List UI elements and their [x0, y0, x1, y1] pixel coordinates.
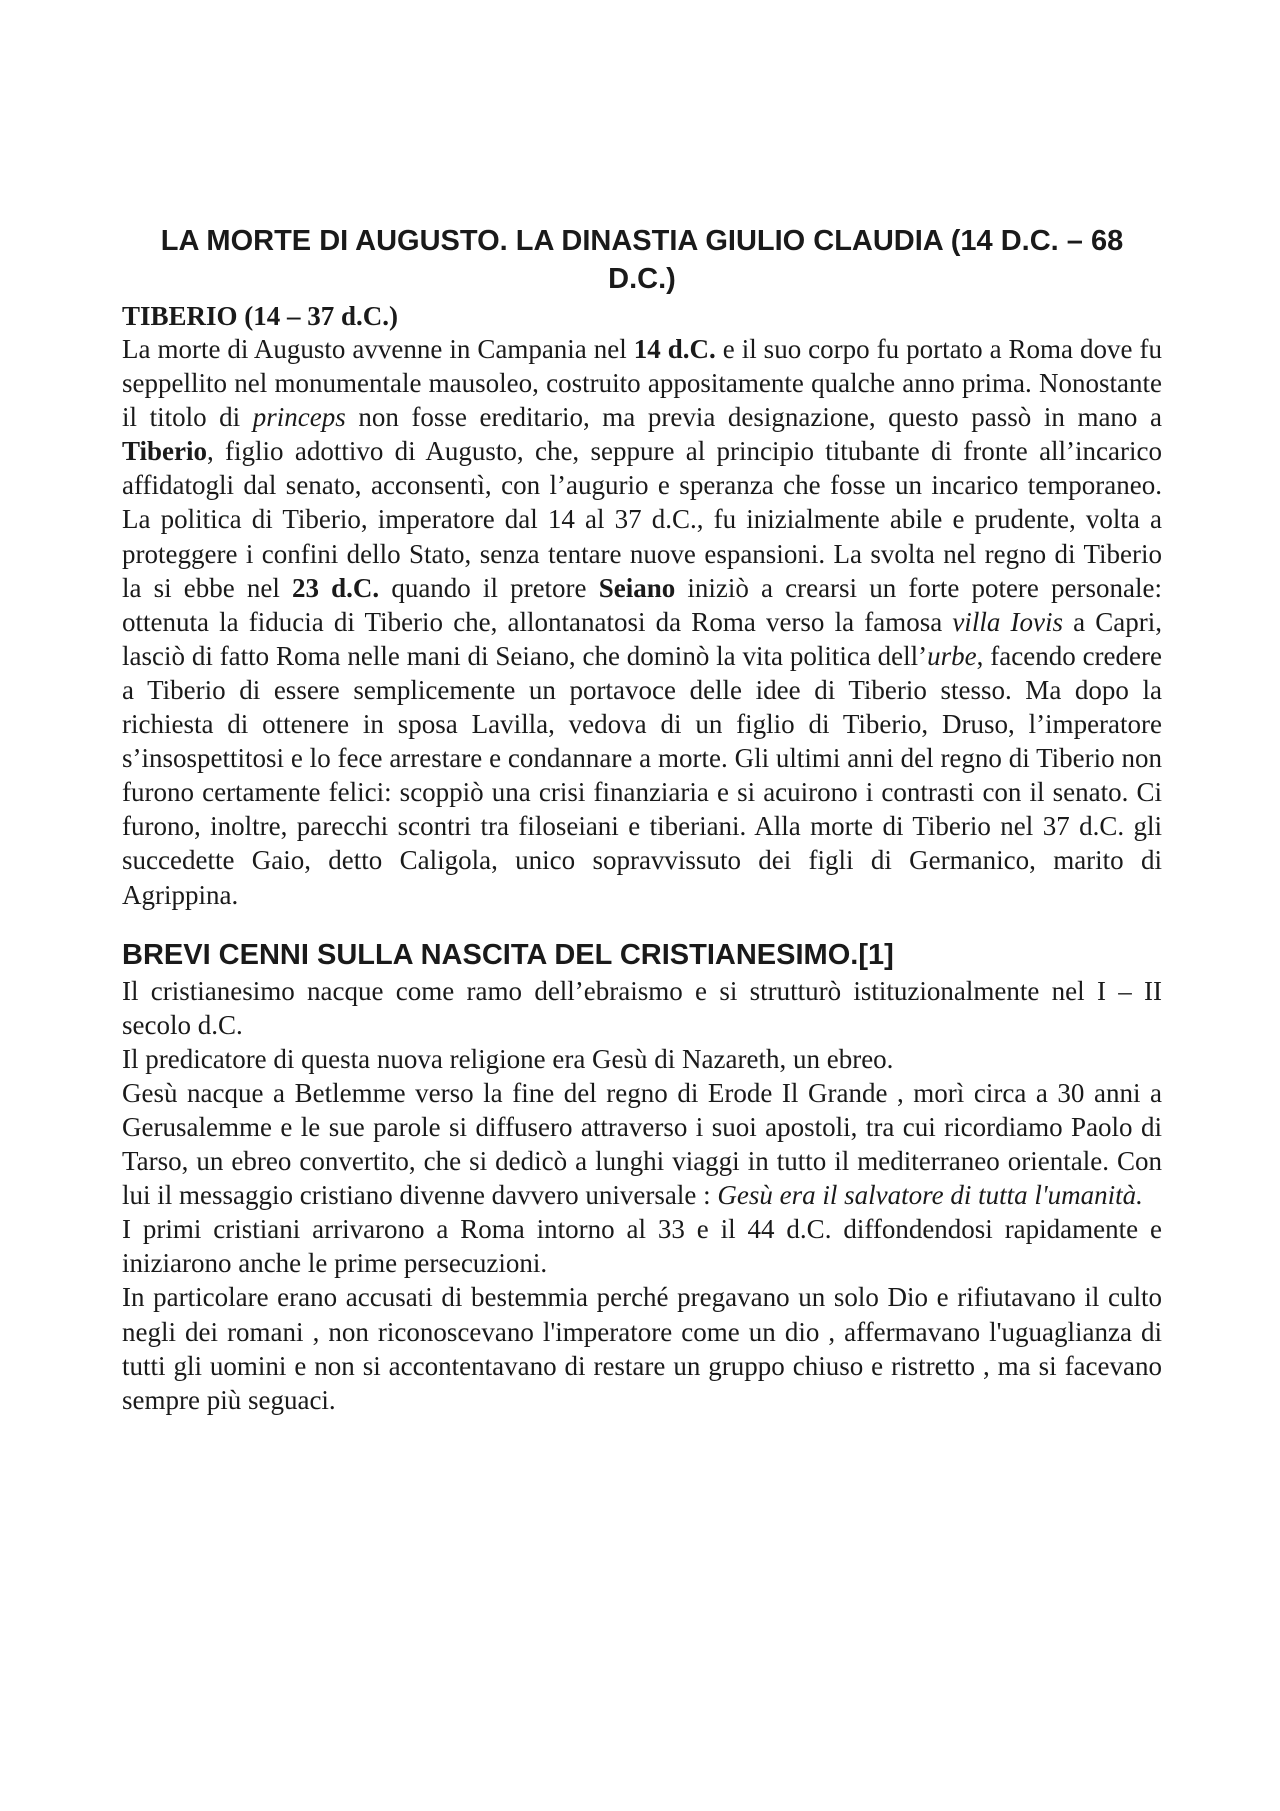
italic-term: princeps — [252, 402, 346, 433]
paragraph-cristianesimo-3 — [122, 1076, 1162, 1212]
text-run: quando il pretore — [379, 572, 599, 603]
text-run: , facendo credere a Tiberio di essere semplicemente un portavoce delle idee di Tiberio stesso. Ma dopo la richiesta di ottenere in sposa Lavilla, vedova di un figlio di Tiberio, Druso, l’imperatore s’insospettitosi e lo fece arrestare e condannare a morte. Gli ultimi anni del regno di Tiberio non furono certamente felici: scoppiò una crisi finanziaria e si acuirono i contrasti con il senato. Ci furono, inoltre, parecchi scontri tra filoseiani e tiberiani. Alla morte di Tiberio nel 37 d.C. gli succedette Gaio, detto Caligola, unico sopravvissuto dei figli di Germanico, marito di Agrippina. — [122, 640, 1162, 910]
text-run: iniziò a crearsi un forte potere personale: ottenuta la fiducia di Tiberio che, allontanatosi da Roma verso la famosa — [122, 572, 1162, 637]
text-run: Gesù nacque a Betlemme verso la fine del regno di Erode Il Grande , morì circa a 30 anni a Gerusalemme e le sue parole si diffusero attraverso i suoi apostoli, tra cui ricordiamo Paolo di Tarso, un ebreo convertito, che si dedicò a lunghi viaggi in tutto il mediterraneo orientale. Con lui il messaggio cristiano divenne davvero universale : — [122, 1077, 1162, 1211]
page-title: LA MORTE DI AUGUSTO. LA DINASTIA GIULIO CLAUDIA (14 D.C. – 68 D.C.) — [160, 225, 1124, 295]
text-run: e il suo corpo fu portato a Roma dove fu seppellito nel monumentale mausoleo, costruito appositamente qualche anno prima. Nonostante il titolo di — [122, 334, 1162, 433]
bold-name: Seiano — [598, 572, 676, 603]
paragraph-cristianesimo-2: Il predicatore di questa nuova religione era Gesù di Nazareth, un ebreo. — [122, 1043, 894, 1074]
italic-quote: Gesù era il salvatore di tutta l'umanità. — [717, 1180, 1143, 1211]
section-heading-tiberio: TIBERIO (14 – 37 d.C.) — [122, 301, 399, 331]
bold-date: 23 d.C. — [292, 572, 380, 603]
bold-date: 14 d.C. — [633, 334, 716, 364]
italic-term: villa Iovis — [952, 606, 1063, 637]
text-run: a Capri, lasciò di fatto Roma nelle mani di Seiano, che dominò la vita politica dell’ — [122, 606, 1162, 671]
bold-name: Tiberio — [122, 436, 208, 467]
text-run: non fosse ereditario, ma previa designazione, questo passò in mano a — [345, 402, 1162, 433]
paragraph-cristianesimo-4: I primi cristiani arrivarono a Roma intorno al 33 e il 44 d.C. diffondendosi rapidamente e iniziarono anche le prime persecuzioni. — [122, 1214, 1162, 1279]
paragraph-cristianesimo-1: Il cristianesimo nacque come ramo dell’ebraismo e si strutturò istituzionalmente nel I – II secolo d.C. — [122, 975, 1162, 1040]
paragraph-tiberio — [122, 332, 1162, 912]
italic-term: urbe — [927, 640, 977, 671]
text-run: La morte di Augusto avvenne in Campania nel — [122, 334, 634, 364]
text-run: , figlio adottivo di Augusto, che, seppure al principio titubante di fronte all’incarico affidatogli dal senato, acconsentì, con l’augurio e speranza che fosse un incarico temporaneo. La politica di Tiberio, imperatore dal 14 al 37 d.C., fu inizialmente abile e prudente, volta a proteggere i confini dello Stato, senza tentare nuove espansioni. La svolta nel regno di Tiberio la si ebbe nel — [122, 436, 1162, 603]
section-heading-cristianesimo: BREVI CENNI SULLA NASCITA DEL CRISTIANESIMO.[1] — [122, 938, 894, 971]
document-page — [122, 222, 1162, 1417]
paragraph-cristianesimo-5: In particolare erano accusati di bestemmia perché pregavano un solo Dio e rifiutavano il culto negli dei romani , non riconoscevano l'imperatore come un dio , affermavano l'uguaglianza di tutti gli uomini e non si accontentavano di restare un gruppo chiuso e ristretto , ma si facevano sempre più seguaci. — [122, 1282, 1162, 1415]
